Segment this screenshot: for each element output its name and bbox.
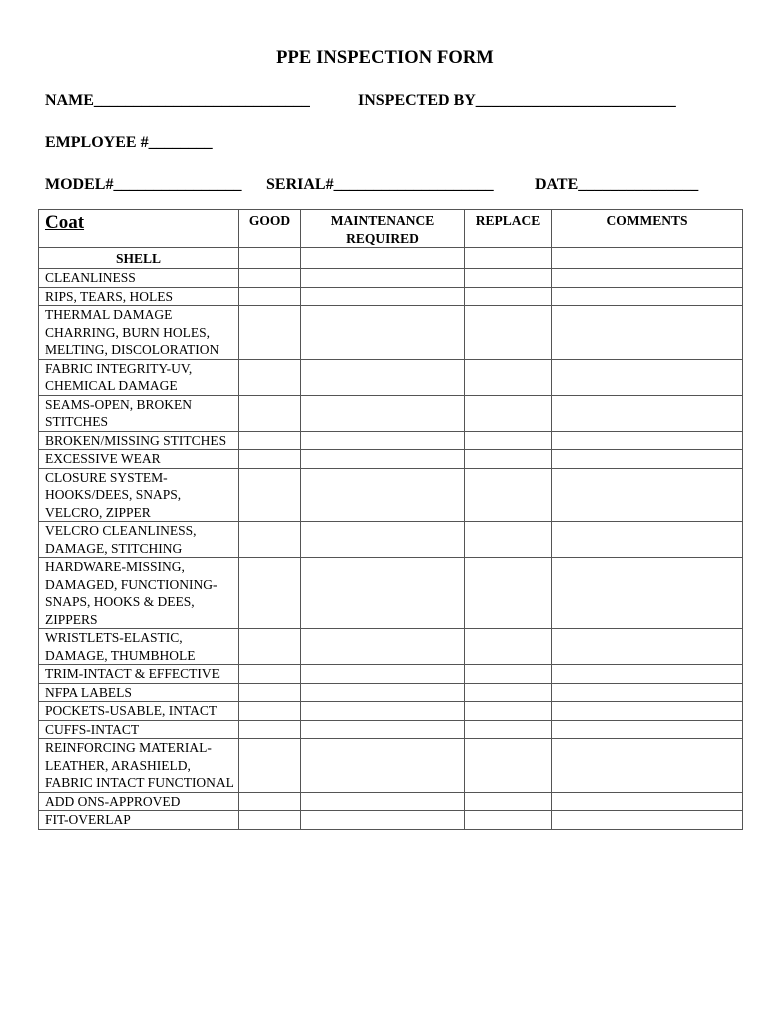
- table-row: [39, 287, 743, 306]
- column-header-maintenance: MAINTENANCE REQUIRED: [301, 210, 465, 248]
- table-row: [39, 739, 743, 793]
- comments-cell[interactable]: [552, 811, 743, 830]
- maintenance-cell[interactable]: [301, 811, 465, 830]
- replace-cell[interactable]: [465, 306, 552, 360]
- table-row: [39, 558, 743, 629]
- maintenance-cell[interactable]: [301, 450, 465, 469]
- inspection-item-label: FIT-OVERLAP: [39, 811, 239, 830]
- comments-cell[interactable]: [552, 522, 743, 558]
- good-cell[interactable]: [239, 359, 301, 395]
- maintenance-cell[interactable]: [301, 431, 465, 450]
- table-row: [39, 359, 743, 395]
- comments-cell[interactable]: [552, 739, 743, 793]
- maintenance-cell[interactable]: [301, 269, 465, 288]
- inspection-item-label: CLOSURE SYSTEM-HOOKS/DEES, SNAPS, VELCRO, ZIPPER: [39, 468, 239, 522]
- comments-cell[interactable]: [552, 450, 743, 469]
- inspection-item-label: NFPA LABELS: [39, 683, 239, 702]
- name-field[interactable]: NAME___________________________: [45, 92, 310, 109]
- table-row: [39, 702, 743, 721]
- inspection-item-label: RIPS, TEARS, HOLES: [39, 287, 239, 306]
- good-cell[interactable]: [239, 431, 301, 450]
- good-cell[interactable]: [239, 468, 301, 522]
- good-cell[interactable]: [239, 269, 301, 288]
- inspection-item-label: EXCESSIVE WEAR: [39, 450, 239, 469]
- replace-cell[interactable]: [465, 629, 552, 665]
- replace-cell[interactable]: [465, 683, 552, 702]
- inspected-by-field[interactable]: INSPECTED BY_________________________: [358, 92, 676, 109]
- maintenance-cell[interactable]: [301, 739, 465, 793]
- table-row: [39, 665, 743, 684]
- inspection-item-label: FABRIC INTEGRITY-UV, CHEMICAL DAMAGE: [39, 359, 239, 395]
- form-title: PPE INSPECTION FORM: [276, 48, 494, 68]
- good-cell[interactable]: [239, 683, 301, 702]
- replace-cell[interactable]: [465, 450, 552, 469]
- table-row: [39, 395, 743, 431]
- maintenance-cell[interactable]: [301, 629, 465, 665]
- replace-cell[interactable]: [465, 468, 552, 522]
- maintenance-cell[interactable]: [301, 522, 465, 558]
- comments-cell[interactable]: [552, 248, 743, 269]
- replace-cell[interactable]: [465, 702, 552, 721]
- comments-cell[interactable]: [552, 792, 743, 811]
- date-field[interactable]: DATE_______________: [535, 176, 699, 193]
- good-cell[interactable]: [239, 306, 301, 360]
- comments-cell[interactable]: [552, 395, 743, 431]
- table-row: [39, 450, 743, 469]
- replace-cell[interactable]: [465, 395, 552, 431]
- maintenance-cell[interactable]: [301, 306, 465, 360]
- replace-cell[interactable]: [465, 522, 552, 558]
- comments-cell[interactable]: [552, 629, 743, 665]
- good-cell[interactable]: [239, 450, 301, 469]
- inspection-item-label: HARDWARE-MISSING, DAMAGED, FUNCTIONING-SNAPS, HOOKS & DEES, ZIPPERS: [39, 558, 239, 629]
- inspection-item-label: CUFFS-INTACT: [39, 720, 239, 739]
- maintenance-cell[interactable]: [301, 287, 465, 306]
- inspection-item-label: REINFORCING MATERIAL-LEATHER, ARASHIELD, FABRIC INTACT FUNCTIONAL: [39, 739, 239, 793]
- maintenance-cell[interactable]: [301, 683, 465, 702]
- inspection-item-label: BROKEN/MISSING STITCHES: [39, 431, 239, 450]
- maintenance-cell[interactable]: [301, 468, 465, 522]
- employee-number-field[interactable]: EMPLOYEE #________: [45, 134, 213, 151]
- comments-cell[interactable]: [552, 269, 743, 288]
- comments-cell[interactable]: [552, 665, 743, 684]
- table-row: [39, 683, 743, 702]
- inspection-table: [38, 209, 743, 830]
- table-row: [39, 269, 743, 288]
- column-header-good: GOOD: [239, 210, 301, 248]
- good-cell[interactable]: [239, 739, 301, 793]
- inspection-item-label: THERMAL DAMAGE CHARRING, BURN HOLES, MELTING, DISCOLORATION: [39, 306, 239, 360]
- good-cell[interactable]: [239, 792, 301, 811]
- section-title: Coat: [45, 212, 85, 233]
- inspection-item-label: ADD ONS-APPROVED: [39, 792, 239, 811]
- header-row: [39, 210, 743, 248]
- inspection-item-label: VELCRO CLEANLINESS, DAMAGE, STITCHING: [39, 522, 239, 558]
- subsection-title: SHELL: [39, 248, 239, 269]
- section-cell: [39, 210, 239, 248]
- maintenance-cell[interactable]: [301, 558, 465, 629]
- replace-cell[interactable]: [465, 287, 552, 306]
- good-cell[interactable]: [239, 248, 301, 269]
- subsection-row: [39, 248, 743, 269]
- table-row: [39, 306, 743, 360]
- table-row: [39, 811, 743, 830]
- maintenance-cell[interactable]: [301, 720, 465, 739]
- inspection-item-label: TRIM-INTACT & EFFECTIVE: [39, 665, 239, 684]
- replace-cell[interactable]: [465, 720, 552, 739]
- replace-cell[interactable]: [465, 665, 552, 684]
- comments-cell[interactable]: [552, 306, 743, 360]
- replace-cell[interactable]: [465, 792, 552, 811]
- model-field[interactable]: MODEL#________________: [45, 176, 242, 193]
- maintenance-cell[interactable]: [301, 395, 465, 431]
- serial-field[interactable]: SERIAL#____________________: [266, 176, 494, 193]
- column-header-replace: REPLACE: [465, 210, 552, 248]
- maintenance-cell[interactable]: [301, 702, 465, 721]
- table-row: [39, 522, 743, 558]
- table-row: [39, 431, 743, 450]
- comments-cell[interactable]: [552, 702, 743, 721]
- maintenance-cell[interactable]: [301, 792, 465, 811]
- good-cell[interactable]: [239, 702, 301, 721]
- maintenance-cell[interactable]: [301, 665, 465, 684]
- replace-cell[interactable]: [465, 739, 552, 793]
- replace-cell[interactable]: [465, 811, 552, 830]
- table-row: [39, 629, 743, 665]
- comments-cell[interactable]: [552, 287, 743, 306]
- good-cell[interactable]: [239, 665, 301, 684]
- inspection-item-label: WRISTLETS-ELASTIC, DAMAGE, THUMBHOLE: [39, 629, 239, 665]
- comments-cell[interactable]: [552, 468, 743, 522]
- replace-cell[interactable]: [465, 558, 552, 629]
- comments-cell[interactable]: [552, 720, 743, 739]
- comments-cell[interactable]: [552, 558, 743, 629]
- good-cell[interactable]: [239, 720, 301, 739]
- table-row: [39, 720, 743, 739]
- comments-cell[interactable]: [552, 359, 743, 395]
- inspection-item-label: SEAMS-OPEN, BROKEN STITCHES: [39, 395, 239, 431]
- good-cell[interactable]: [239, 287, 301, 306]
- replace-cell[interactable]: [465, 269, 552, 288]
- good-cell[interactable]: [239, 558, 301, 629]
- table-row: [39, 468, 743, 522]
- table-row: [39, 792, 743, 811]
- replace-cell[interactable]: [465, 431, 552, 450]
- comments-cell[interactable]: [552, 683, 743, 702]
- column-header-comments: COMMENTS: [552, 210, 743, 248]
- inspection-item-label: CLEANLINESS: [39, 269, 239, 288]
- good-cell[interactable]: [239, 395, 301, 431]
- inspection-item-label: POCKETS-USABLE, INTACT: [39, 702, 239, 721]
- good-cell[interactable]: [239, 629, 301, 665]
- maintenance-cell[interactable]: [301, 359, 465, 395]
- comments-cell[interactable]: [552, 431, 743, 450]
- good-cell[interactable]: [239, 522, 301, 558]
- replace-cell[interactable]: [465, 248, 552, 269]
- good-cell[interactable]: [239, 811, 301, 830]
- maintenance-cell[interactable]: [301, 248, 465, 269]
- replace-cell[interactable]: [465, 359, 552, 395]
